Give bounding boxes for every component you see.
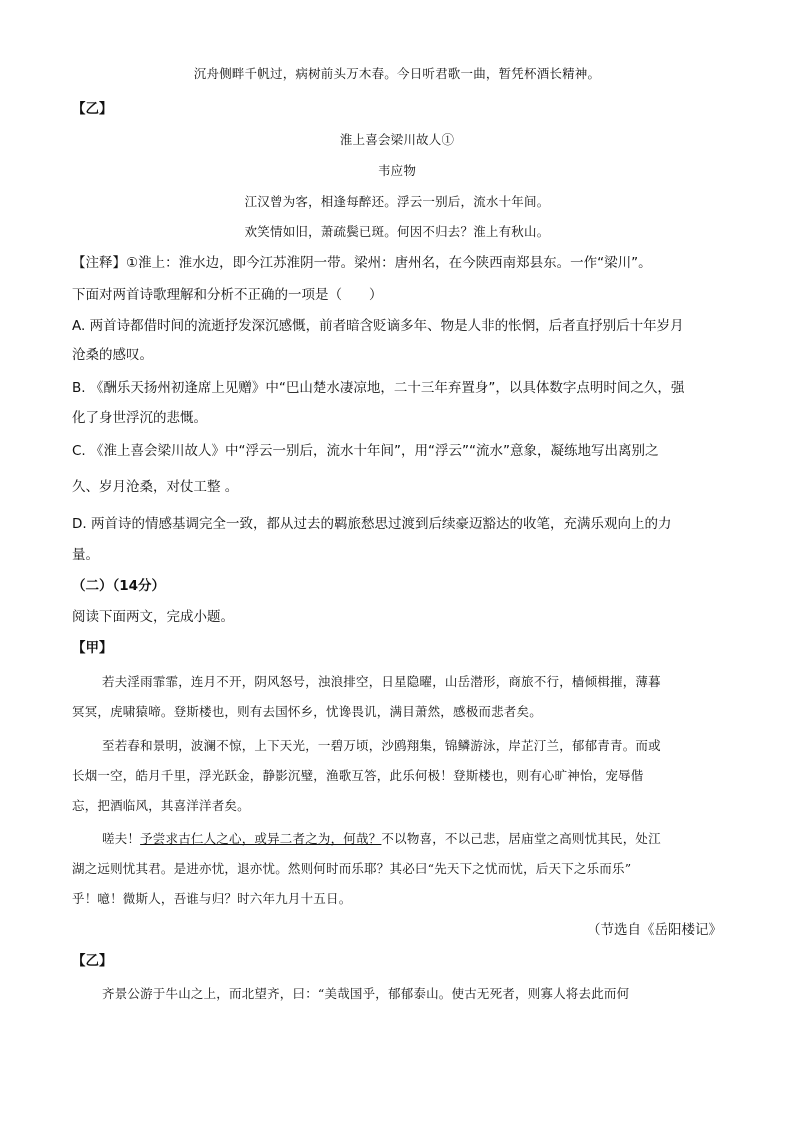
underlined-sentence: 予尝求古仁人之心，或异二者之为，何哉？	[140, 831, 382, 846]
source-citation: （节选自《岳阳楼记》	[587, 922, 722, 938]
text-a-line	[102, 829, 661, 849]
text-a-line: 长烟一空，皓月千里，浮光跃金，静影沉璧，渔歌互答，此乐何极！登斯楼也，则有心旷神怡，宠辱偕	[72, 768, 644, 783]
text-b-line: 齐景公游于牛山之上，而北望齐，曰：“美哉国乎，郁郁泰山。使古无死者，则寡人将去此而何	[102, 986, 630, 1001]
text-a-line: 忘，把酒临风，其喜洋洋者矣。	[72, 798, 250, 813]
text-a-line: 若夫淫雨霏霏，连月不开，阴风怒号，浊浪排空，日星隐曜，山岳潜形，商旅不行，樯倾楫摧，薄暮	[102, 674, 661, 689]
poem-b-line: 欢笑情如旧，萧疏鬓已斑。何因不归去？淮上有秋山。	[244, 224, 550, 239]
text-a-line: 至若春和景明，波澜不惊，上下天光，一碧万顷，沙鸥翔集，锦鳞游泳，岸芷汀兰，郁郁青青。而或	[102, 738, 661, 753]
text-a-line: 湖之远则忧其君。是进亦忧，退亦忧。然则何时而乐耶？其必曰“先天下之忧而忧，后天下之乐而乐”	[72, 861, 632, 876]
poem-b-title: 淮上喜会梁川故人①	[339, 132, 455, 147]
option-a-cont: 沧桑的感叹。	[72, 347, 153, 363]
poem-a-last-line: 沉舟侧畔千帆过，病树前头万木春。今日听君歌一曲，暂凭杯酒长精神。	[193, 66, 601, 81]
poem-b-author: 韦应物	[377, 163, 417, 178]
instruction: 阅读下面两文，完成小题。	[72, 609, 234, 625]
text-a-segment: 不以物喜，不以己悲，居庙堂之高则忧其民，处江	[381, 831, 661, 846]
label-yi: 【乙】	[72, 953, 113, 969]
section-heading: （二）（14分）	[72, 578, 166, 594]
label-yi: 【乙】	[72, 101, 113, 117]
text-a-line: 冥冥，虎啸猿啼。登斯楼也，则有去国怀乡，忧谗畏讥，满目萧然，感极而悲者矣。	[72, 704, 542, 719]
option-c: C. 《淮上喜会梁川故人》中“浮云一别后，流水十年间”，用“浮云”“流水”意象，凝练地写出离别之	[72, 443, 659, 459]
option-c-cont: 久、岁月沧桑，对仗工整 。	[72, 479, 239, 495]
label-jia: 【甲】	[72, 640, 113, 656]
poem-b-line: 江汉曾为客，相逢每醉还。浮云一别后，流水十年间。	[244, 194, 550, 209]
text-a-line: 乎！噫！微斯人，吾谁与归？时六年九月十五日。	[72, 891, 352, 906]
question: 下面对两首诗歌理解和分析不正确的一项是（ ）	[72, 287, 383, 303]
option-b-cont: 化了身世浮沉的悲慨。	[72, 410, 207, 426]
option-d-cont: 量。	[72, 547, 99, 563]
option-d: D. 两首诗的情感基调完全一致，都从过去的羁旅愁思过渡到后续豪迈豁达的收笔，充满乐观向上的力	[72, 516, 672, 532]
text-a-segment: 嗟夫！	[102, 831, 141, 846]
option-a: A. 两首诗都借时间的流逝抒发深沉感慨，前者暗含贬谪多年、物是人非的怅惘，后者直抒别后十年岁月	[72, 318, 684, 334]
option-b: B. 《酬乐天扬州初逢席上见赠》中“巴山楚水凄凉地，二十三年弃置身”，以具体数字点明时间之久，强	[72, 380, 685, 396]
note: 【注释】①淮上：淮水边，即今江苏淮阴一带。梁州：唐州名，在今陕西南郑县东。一作“梁川”。	[72, 255, 652, 271]
